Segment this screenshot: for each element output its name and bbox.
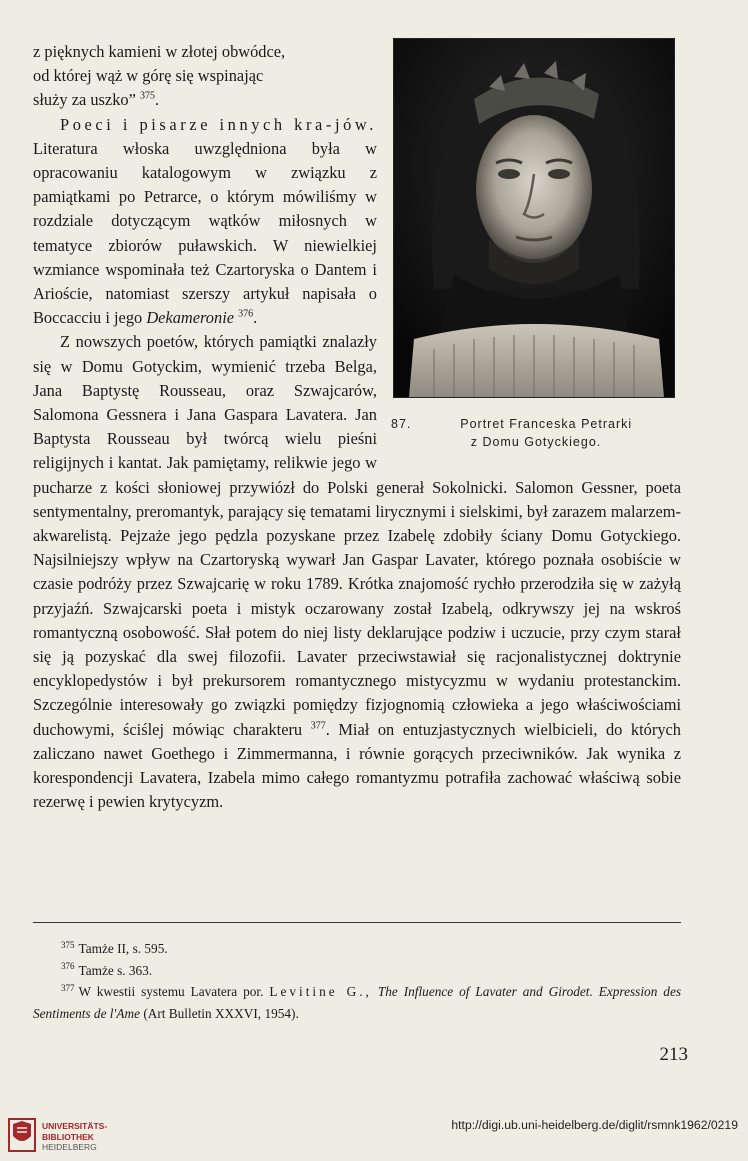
petrarch-portrait-image — [393, 38, 675, 398]
footnote-text: W kwestii systemu Lavatera por. — [78, 984, 264, 999]
paragraph-2-text: Literatura włoska uwzględniona była w opracowaniu katalogowym w związku z pamiątkami po Petrarce, o którym mówiliśmy w rozdziale dotyczącym wątków miłosnych w tematyce zbiorów puławskich. W niewielkiej wzmiance wspominała też Czartoryska o Dantem i Arioście, natomiast szerszy artykuł napisała o Boccacciu i jego — [33, 138, 377, 328]
permalink-url[interactable]: http://digi.ub.uni-heidelberg.de/diglit/rsmnk1962/0219 — [451, 1118, 738, 1132]
title-dekameron: Dekameronie — [146, 308, 235, 328]
paragraph-1-line-2: od której wąż w górę się wspinając — [33, 66, 264, 86]
footnote-ref-376: 376 — [238, 308, 254, 320]
footnote-number: 376 — [61, 961, 75, 972]
logo-text — [42, 1121, 107, 1153]
university-library-logo[interactable] — [8, 1116, 128, 1156]
figure-caption — [391, 415, 681, 451]
logo-line-1: UNIVERSITÄTS- — [42, 1121, 108, 1131]
digital-library-footer — [0, 1104, 748, 1161]
footnote-376 — [33, 960, 681, 982]
footnote-375 — [33, 938, 681, 960]
footnote-text: Tamże s. 363. — [78, 962, 153, 978]
paragraph-3-text-b: . Miał on entuzjastycznych wielbicieli, do których zaliczano nawet Goethego i Zimmermanna, i równie gorących przeciwników. Jak wynika z korespondencji Lavatera, Izabela mimo całego romantyzmu potrafiła zachować właściwą sobie rezerwę i pewien krytycyzm. — [33, 719, 681, 812]
footnote-text: Tamże II, s. 595. — [78, 941, 168, 956]
footnote-377 — [33, 981, 681, 1024]
section-heading-spaced: Poeci i pisarze innych kra-jów. — [60, 114, 377, 134]
paragraph-3-text-a: Z nowszych poetów, których pamiątki znalazły się w Domu Gotyckim, wymienić trzeba Belga, Jana Baptystę Rousseau, oraz Szwajcarów, Salomona Gessnera i Jana Gaspara Lavatera. Jan Baptysta Rousseau był twórcą wielu pieśni religijnych i kantat. Jak pamiętamy, relikwie jego w pucharze z kości słoniowej przywiózł do Polski generał Sokolnicki. Salomon Gessner, poeta sentymentalny, preromantyk, parający się tematami lirycznymi i sielskimi, był zarazem malarzem-akwarelistą. Pejzaże jego pędzla pozyskane przez Izabelę zdobiły ściany Domu Gotyckiego. Najsilniejszy wpływ na Czartoryską wywarł Jan Gaspar Lavater, którego poznała osobiście w czasie podróży przez Szwajcarię w roku 1789. Krótka znajomość rychło przerodziła się w zażyłą przyjaźń. Szwajcarski poeta i mistyk oczarowany został Izabelą, odkrywszy jej na wskroś romantyczną osobowość. Słał potem do niej listy deklarujące podziw i uczucie, przy czym starał się ją pozyskać dla swej filozofii. Lavater przeciwstawiał się racjonalistycznej doktrynie encyklopedystów i był prekursorem romantycznego mistycyzmu w wydaniu protestanckim. Szczególnie interesowały go związki pomiędzy fizjognomią człowieka a jego właściwościami duchowymi, ściślej mówiąc charakteru — [33, 332, 681, 739]
caption-line-1: Portret Franceska Petrarki — [460, 417, 633, 431]
footnote-number: 375 — [61, 939, 75, 950]
paragraph-2-end: . — [253, 308, 258, 328]
paragraph-1-line-3: służy za uszko” — [33, 90, 136, 110]
footnote-author: Levitine G., — [269, 984, 372, 999]
footnote-number: 377 — [61, 982, 75, 993]
figure-number: 87. — [391, 417, 412, 431]
body-text — [33, 40, 681, 815]
caption-line-2: z Domu Gotyckiego. — [470, 435, 602, 449]
footnote-ref-377: 377 — [310, 720, 326, 732]
footnote-source: (Art Bulletin XXXVI, 1954). — [143, 1005, 299, 1021]
library-crest-icon — [8, 1118, 36, 1152]
footnotes — [33, 938, 681, 1024]
footnote-title: The Influence of Lavater and Girodet. Expression des Sentiments de l'Ame — [33, 984, 682, 1021]
paragraph-1-end: . — [154, 90, 160, 110]
paragraph-1-line-1: z pięknych kamieni w złotej obwódce, — [33, 42, 286, 61]
figure-87 — [391, 38, 681, 451]
logo-line-3: HEIDELBERG — [42, 1142, 97, 1152]
footnote-ref-375: 375 — [139, 90, 155, 102]
portrait-illustration — [394, 39, 674, 397]
logo-line-2: BIBLIOTHEK — [42, 1131, 94, 1142]
page-number: 213 — [659, 1044, 688, 1065]
footnote-divider — [33, 922, 681, 923]
